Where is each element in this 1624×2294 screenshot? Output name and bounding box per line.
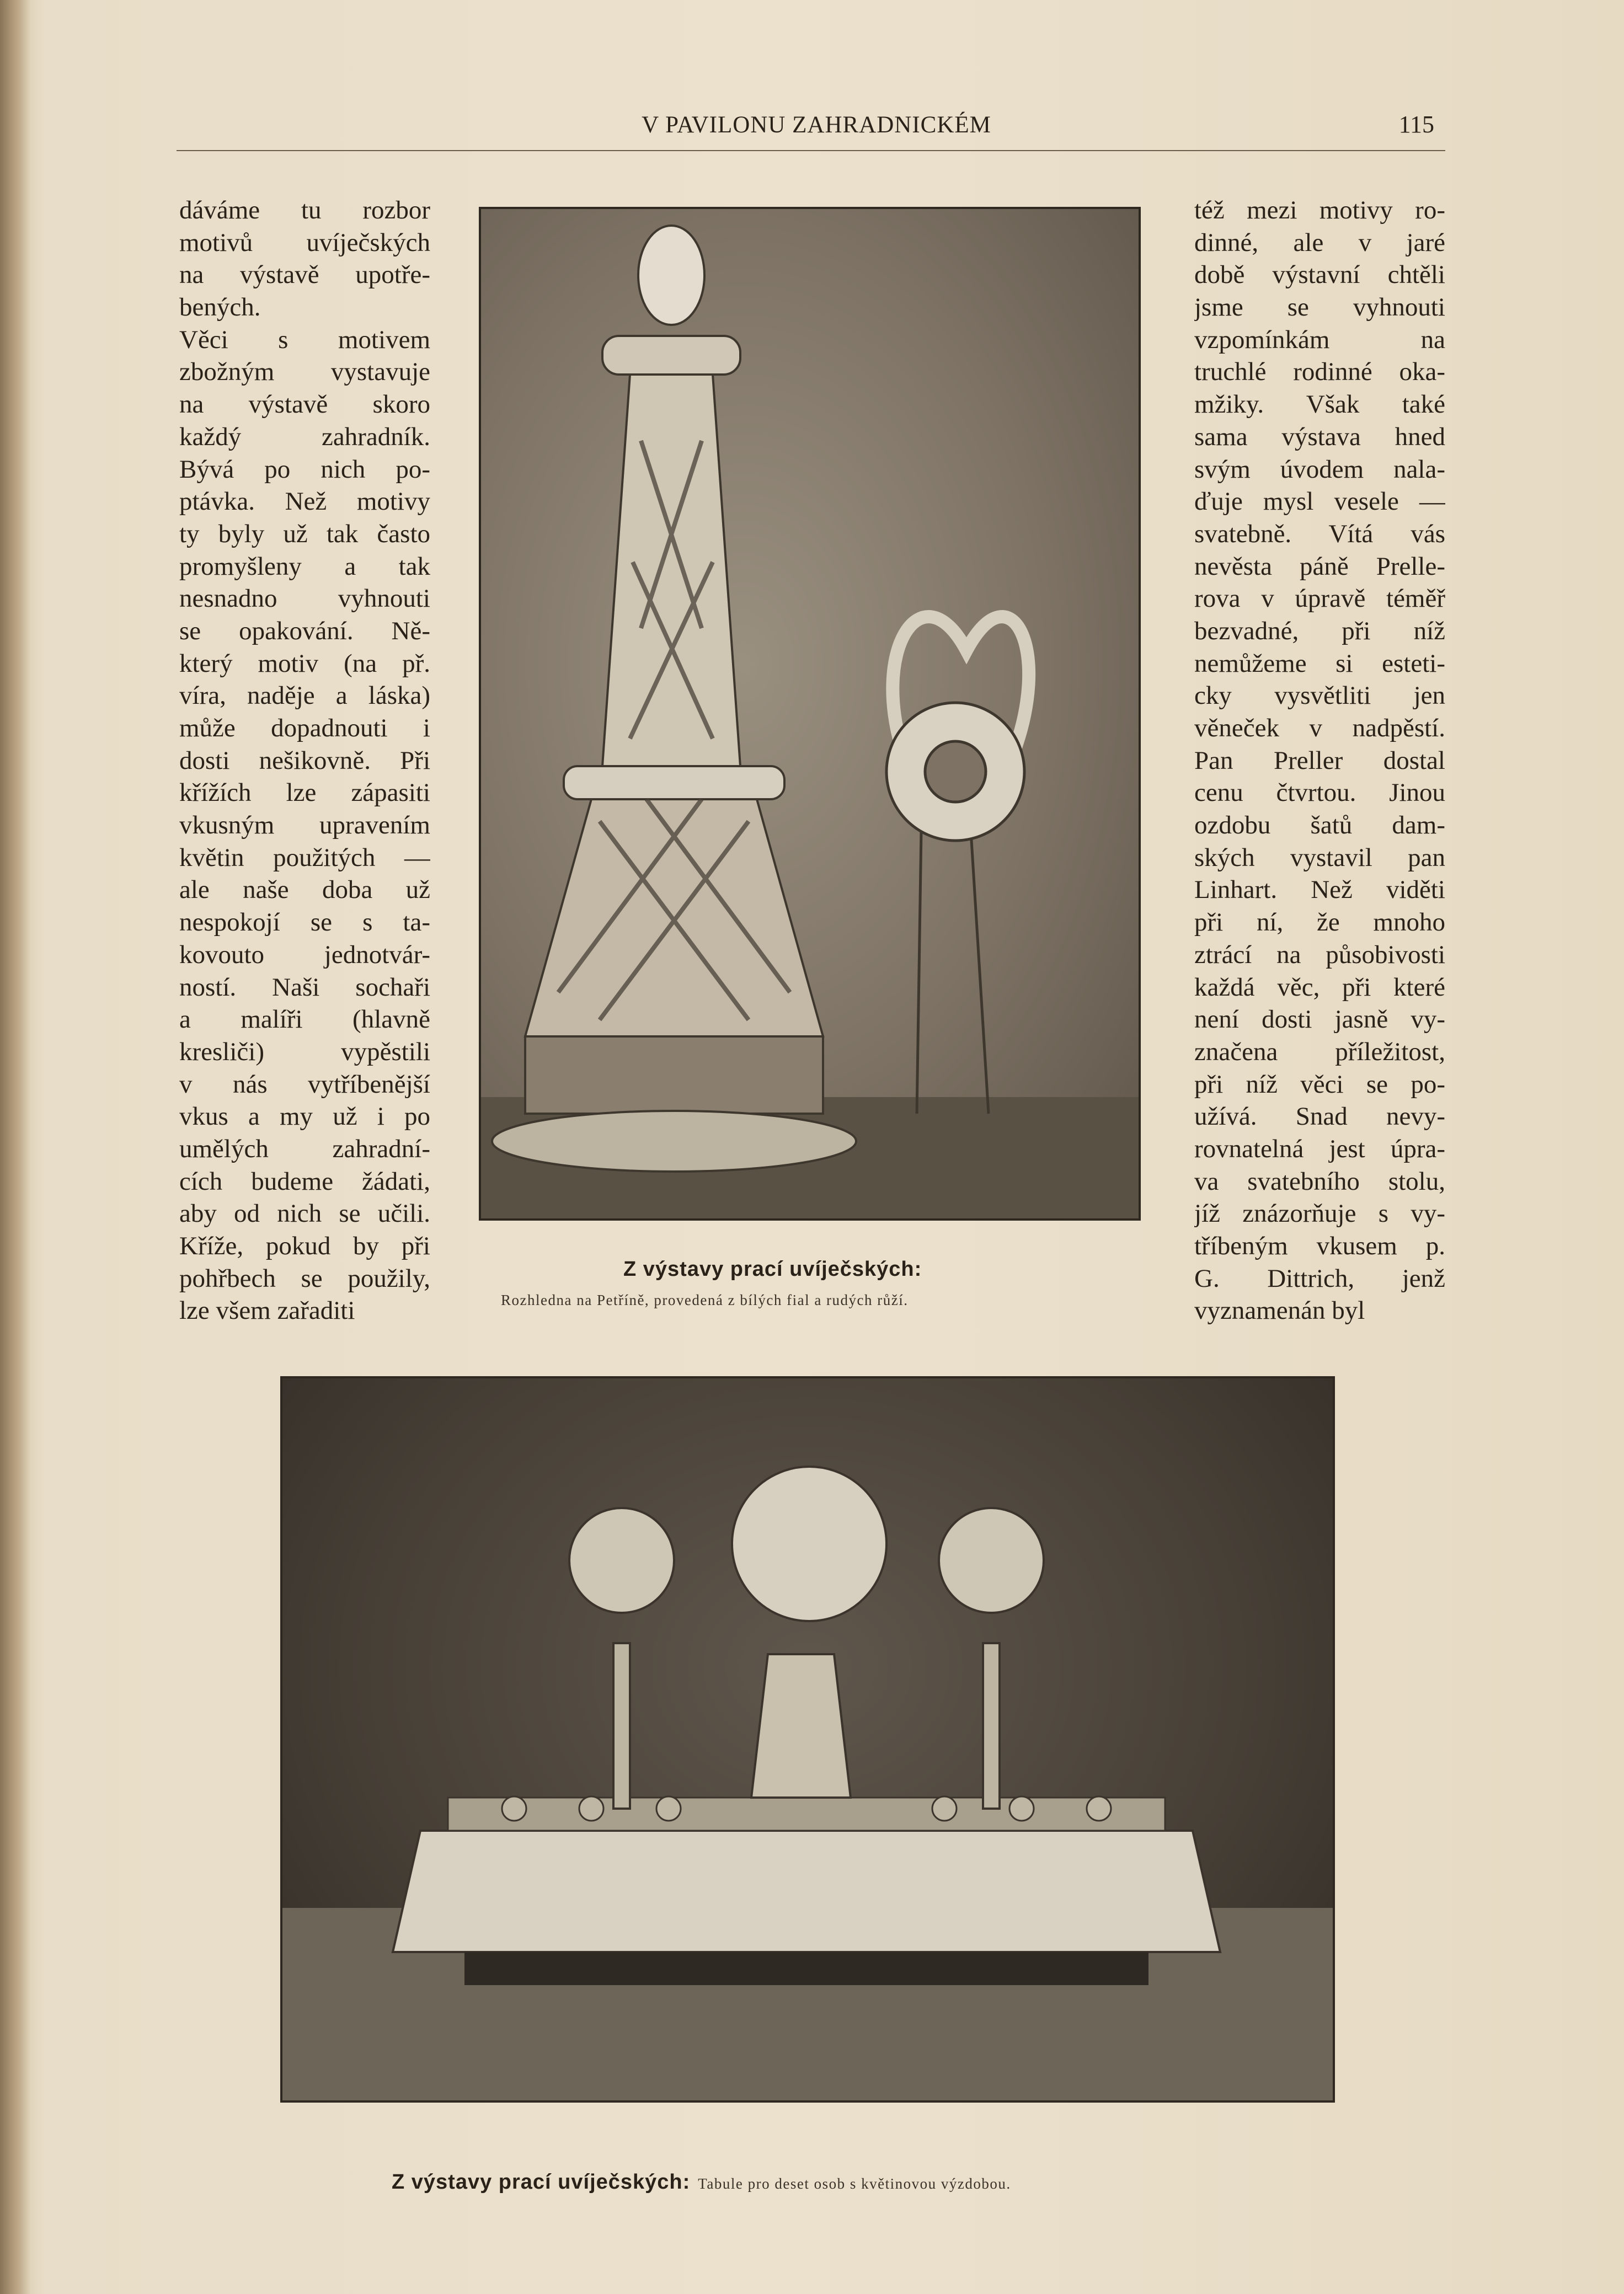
text-line: na výstavě upotře- [179, 260, 430, 290]
text-line: nevěsta páně Prelle- [1194, 552, 1445, 581]
text-line: Kříže, pokud by při [179, 1232, 430, 1260]
text-line: vkusným upravením [179, 811, 430, 840]
text-column-left [179, 194, 430, 1327]
text-line: jsme se vyhnouti [1194, 293, 1445, 322]
text-line: víra, naděje a láska) [179, 681, 430, 710]
text-line: též mezi motivy ro- [1194, 196, 1445, 224]
text-line: Bývá po nich po- [179, 454, 430, 484]
text-line: rova v úpravě téměř [1194, 584, 1445, 613]
flower-arrangements [569, 1467, 1044, 1809]
text-line: květin použitých — [179, 843, 430, 872]
running-header-title: V PAVILONU ZAHRADNICKÉM [642, 112, 991, 138]
wedding-table-floral-decoration [282, 1378, 1333, 2100]
text-column-right [1194, 194, 1445, 1327]
table-tablecloth [393, 1831, 1220, 1985]
text-line: vkus a my už i po [179, 1102, 430, 1131]
text-line: lze všem zařaditi [179, 1296, 355, 1325]
text-line: Linhart. Než viděti [1194, 875, 1445, 905]
figure1-caption-title: Z výstavy prací uvíječských: [623, 1258, 922, 1281]
text-line: ptávka. Než motivy [179, 487, 430, 516]
text-line: dinné, ale v jaré [1194, 228, 1445, 257]
text-line: užívá. Snad nevy- [1194, 1102, 1445, 1131]
text-line: dáváme tu rozbor [179, 196, 430, 224]
figure2-caption [392, 2170, 1011, 2194]
text-line: v nás vytříbenější [179, 1070, 430, 1099]
text-line: ďuje mysl vesele — [1194, 487, 1445, 516]
text-line: na výstavě skoro [179, 390, 430, 419]
figure1-caption-text: Rozhledna na Petříně, provedená z bílých fial a rudých růží. [501, 1292, 909, 1308]
text-line: se opakování. Ně- [179, 616, 430, 645]
text-line: Věci s motivem [179, 325, 430, 354]
petrin-tower-floral-sculpture [481, 209, 1139, 1218]
tower-shape [492, 226, 856, 1172]
text-line: cky vysvětliti jen [1194, 681, 1445, 710]
text-line: pohřbech se použily, [179, 1264, 430, 1293]
wreath-on-stand [886, 617, 1029, 1114]
photo-wedding-table [280, 1376, 1335, 2103]
text-line: křížích lze zápasiti [179, 778, 430, 808]
text-line: při níž věci se po- [1194, 1070, 1445, 1099]
text-line: aby od nich se učili. [179, 1199, 430, 1228]
figure2-caption-title: Z výstavy prací uvíječských: [392, 2170, 691, 2194]
figure2-caption-text: Tabule pro deset osob s květinovou výzdobou. [698, 2175, 1011, 2192]
text-line: který motiv (na př. [179, 649, 430, 678]
book-gutter [0, 0, 30, 2294]
text-line: značena příležitost, [1194, 1037, 1445, 1066]
text-line: svým úvodem nala- [1194, 454, 1445, 484]
text-line: ností. Naši sochaři [179, 972, 430, 1002]
text-line: promyšleny a tak [179, 552, 430, 581]
photo-petrin-tower-floral [479, 207, 1141, 1221]
text-line: ozdobu šatů dam- [1194, 811, 1445, 840]
text-line: rovnatelná jest úpra- [1194, 1134, 1445, 1163]
text-line: ských vystavil pan [1194, 843, 1445, 872]
text-line: bezvadné, při níž [1194, 616, 1445, 645]
text-line: G. Dittrich, jenž [1194, 1264, 1445, 1293]
text-line: bených. [179, 293, 261, 322]
text-line: kovouto jednotvár- [179, 940, 430, 969]
text-line: vyznamenán byl [1194, 1296, 1365, 1325]
table-settings [448, 1796, 1165, 1831]
text-line: při ní, že mnoho [1194, 908, 1445, 937]
page-number: 115 [1398, 111, 1434, 138]
text-line: ale naše doba už [179, 875, 430, 905]
text-line: sama výstava hned [1194, 422, 1445, 451]
text-line: a malíři (hlavně [179, 1005, 430, 1034]
text-line: truchlé rodinné oka- [1194, 357, 1445, 387]
header-rule [177, 150, 1445, 151]
text-line: umělých zahradní- [179, 1134, 430, 1163]
text-line: vzpomínkám na [1194, 325, 1445, 354]
text-line: svatebně. Vítá vás [1194, 519, 1445, 548]
text-line: není dosti jasně vy- [1194, 1005, 1445, 1034]
text-line: zbožným vystavuje [179, 357, 430, 387]
text-line: době výstavní chtěli [1194, 260, 1445, 290]
text-line: mžiky. Však také [1194, 390, 1445, 419]
text-line: nemůžeme si esteti- [1194, 649, 1445, 678]
text-line: kresliči) vypěstili [179, 1037, 430, 1066]
text-line: každý zahradník. [179, 422, 430, 451]
text-line: cenu čtvrtou. Jinou [1194, 778, 1445, 808]
text-line: každá věc, při které [1194, 972, 1445, 1002]
text-line: dosti nešikovně. Při [179, 746, 430, 775]
text-line: Pan Preller dostal [1194, 746, 1445, 775]
text-line: věneček v nadpěstí. [1194, 714, 1445, 742]
text-line: cích budeme žádati, [179, 1167, 430, 1196]
text-line: motivů uvíječských [179, 228, 430, 257]
text-line: ty byly už tak často [179, 519, 430, 548]
text-line: ztrácí na působivosti [1194, 940, 1445, 969]
text-line: tříbeným vkusem p. [1194, 1232, 1445, 1260]
text-line: nespokojí se s ta- [179, 908, 430, 937]
text-line: nesnadno vyhnouti [179, 584, 430, 613]
text-line: může dopadnouti i [179, 714, 430, 742]
text-line: va svatebního stolu, [1194, 1167, 1445, 1196]
text-line: jíž znázorňuje s vy- [1194, 1199, 1445, 1228]
